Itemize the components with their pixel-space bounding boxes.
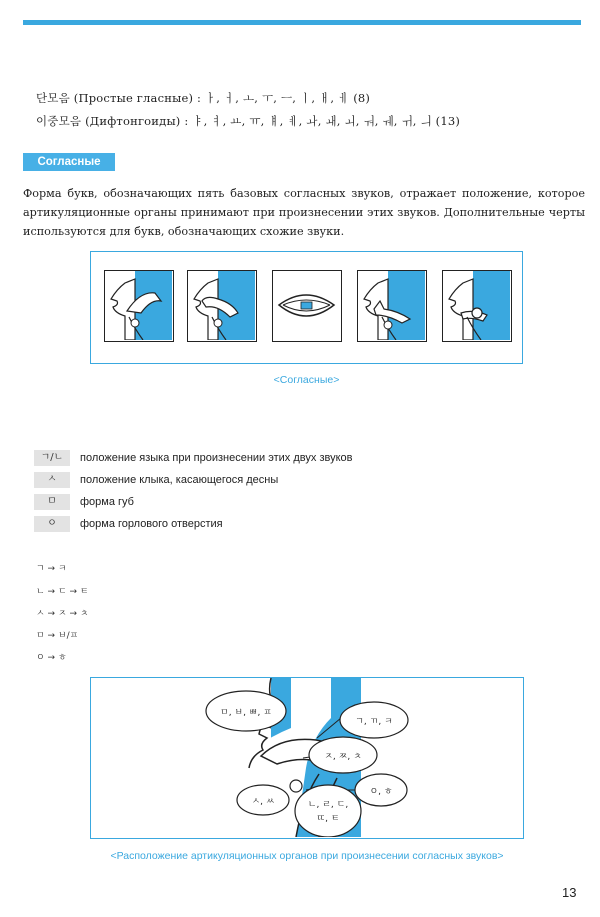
articulation-thumb-nieun — [187, 270, 257, 342]
bubble-velar: ㄱ, ㄲ, ㅋ — [355, 717, 393, 727]
derivation-chain: ㅁ → ㅂ/ㅍ — [36, 631, 79, 641]
bubble-labial: ㅁ, ㅂ, ㅃ, ㅍ — [220, 708, 272, 718]
articulation-thumb-ieung — [442, 270, 512, 342]
legend-text: положение языка при произнесении этих двух звуков — [80, 452, 353, 464]
page-number: 13 — [562, 885, 577, 900]
legend-key: ㅁ — [34, 494, 70, 510]
legend-text: форма губ — [80, 496, 134, 508]
articulation-thumb-giyeok — [104, 270, 174, 342]
section-badge: Согласные — [23, 153, 115, 171]
intro-paragraph: Форма букв, обозначающих пять базовых согласных звуков, отражает положение, которое артикуляционные органы принимают при произнесении этих звуков. Дополнительные черты используются для букв, обозначающих схожие звуки. — [23, 187, 585, 238]
derivation-chain: ㄴ → ㄷ → ㅌ — [36, 587, 89, 597]
bubble-alveolar-line2: ㄸ, ㅌ — [316, 814, 340, 824]
simple-vowels-line: 단모음 (Простые гласные) : ㅏ, ㅓ, ㅗ, ㅜ, ㅡ, ㅣ, ㅐ, ㅔ (8) — [36, 91, 371, 105]
legend-key: ㄱ/ㄴ — [34, 450, 70, 466]
articulation-diagram-frame — [90, 677, 524, 839]
derivation-chain: ㅇ → ㅎ — [36, 653, 67, 663]
figure1-caption: <Согласные> — [273, 374, 340, 386]
articulation-thumb-mieum — [272, 270, 342, 342]
bubble-alveolar-shape — [295, 785, 361, 837]
figure2-caption: <Расположение артикуляционных органов при произнесении согласных звуков> — [110, 850, 504, 862]
derivation-chain: ㄱ → ㅋ — [36, 564, 67, 574]
derivation-chain: ㅅ → ㅈ → ㅊ — [36, 609, 89, 619]
bubble-glottal: ㅇ, ㅎ — [369, 787, 393, 797]
legend-text: форма горлового отверстия — [80, 518, 223, 530]
diphthongs-line: 이중모음 (Дифтонгоиды) : ㅑ, ㅕ, ㅛ, ㅠ, ㅒ, ㅖ, ㅘ, ㅙ, ㅚ, ㅝ, ㅞ, ㅟ, ㅢ (13) — [36, 114, 461, 128]
bubble-sibilant: ㅅ, ㅆ — [251, 797, 275, 807]
legend-key: ㅅ — [34, 472, 70, 488]
legend-text: положение клыка, касающегося десны — [80, 474, 279, 486]
articulation-thumb-siot — [357, 270, 427, 342]
bubble-alveolar-affricate: ㅈ, ㅉ, ㅊ — [324, 752, 362, 762]
bubble-alveolar-line1: ㄴ, ㄹ, ㄷ, — [307, 800, 349, 810]
articulation-diagram — [91, 678, 522, 837]
legend-key: ㅇ — [34, 516, 70, 532]
top-accent-bar — [23, 20, 581, 25]
